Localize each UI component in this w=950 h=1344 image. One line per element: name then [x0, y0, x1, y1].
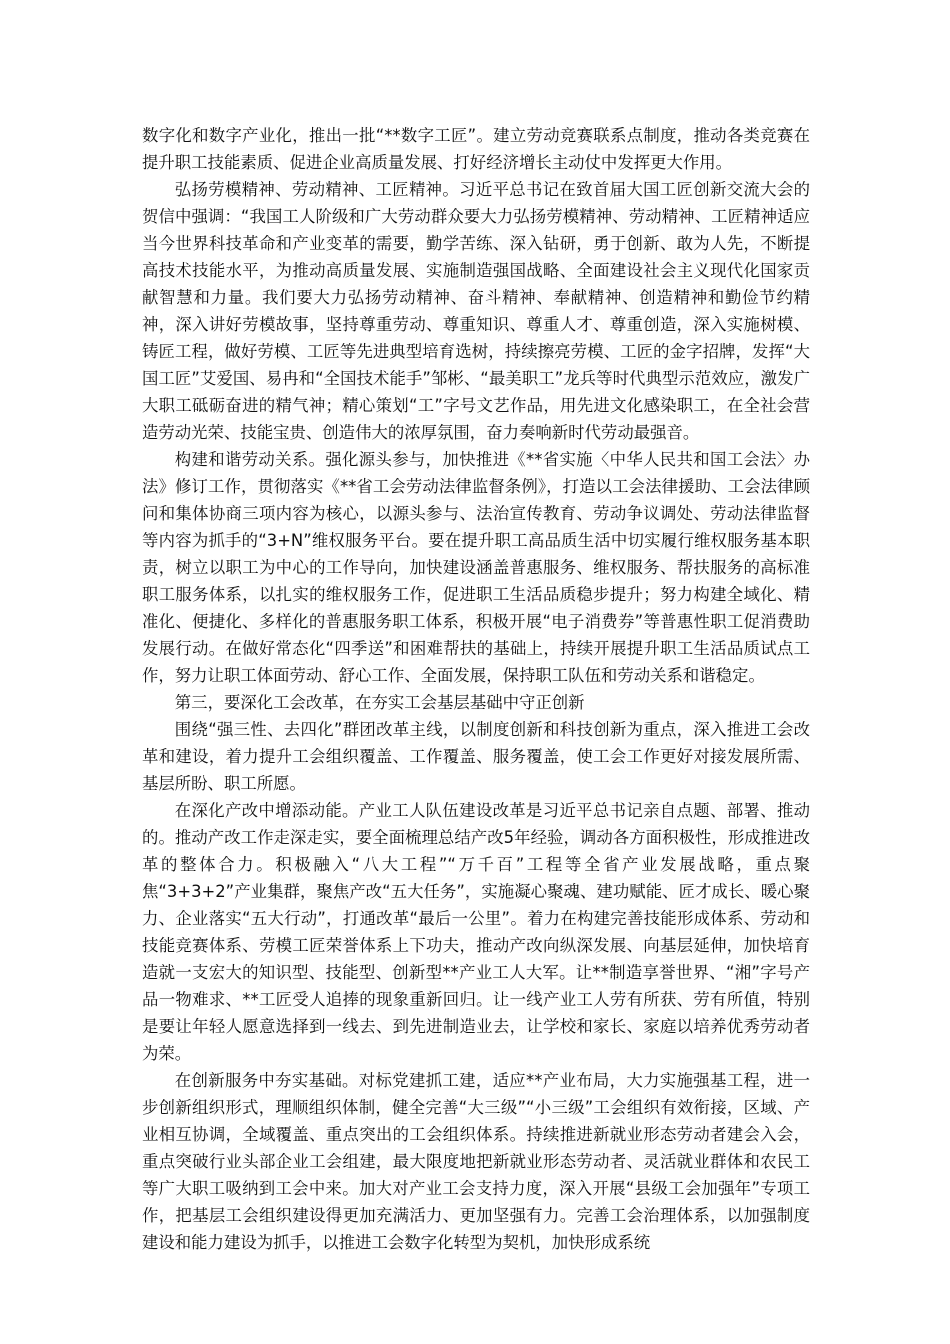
paragraph-continued: 数字化和数字产业化，推出一批“**数字工匠”。建立劳动竞赛联系点制度，推动各类竞赛在提升职工技能素质、促进企业高质量发展、打好经济增长主动仗中发挥更大作用。	[142, 126, 810, 172]
paragraph-harmonious-labor-relations: 构建和谐劳动关系。强化源头参与，加快推进《**省实施〈中华人民共和国工会法〉办法》修订工作，贯彻落实《**省工会劳动法律监督条例》，打造以工会法律援助、工会法律顾问和集体协商三项内容为核心，以源头参与、法治宣传教育、劳动争议调处、劳动法律监督等内容为抓手的“3+N”维权服务平台。要在提升职工高品质生活中切实履行维权服务基本职责，树立以职工为中心的工作导向，加快建设涵盖普惠服务、维权服务、帮扶服务的高标准职工服务体系，以扎实的维权服务工作，促进职工生活品质稳步提升；努力构建全域化、精准化、便捷化、多样化的普惠服务职工体系，积极开展“电子消费券”等普惠性职工促消费助发展行动。在做好常态化“四季送”和困难帮扶的基础上，持续开展提升职工生活品质试点工作，努力让职工体面劳动、舒心工作、全面发展，保持职工队伍和劳动关系和谐稳定。	[142, 450, 810, 685]
section-heading-third: 第三，要深化工会改革，在夯实工会基层基础中守正创新	[174, 693, 585, 712]
paragraph-reform-mainline: 围绕“强三性、去四化”群团改革主线，以制度创新和科技创新为重点，深入推进工会改革和建设，着力提升工会组织覆盖、工作覆盖、服务覆盖，使工会工作更好对接发展所需、基层所盼、职工所愿。	[142, 720, 810, 793]
paragraph-innovative-service: 在创新服务中夯实基础。对标党建抓工建，适应**产业布局，大力实施强基工程，进一步创新组织形式，理顺组织体制，健全完善“大三级”“小三级”工会组织有效衔接，区域、产业相互协调，全域覆盖、重点突出的工会组织体系。持续推进新就业形态劳动者建会入会，重点突破行业头部企业工会组建，最大限度地把新就业形态劳动者、灵活就业群体和农民工等广大职工吸纳到工会中来。加大对产业工会支持力度，深入开展“县级工会加强年”专项工作，把基层工会组织建设得更加充满活力、更加坚强有力。完善工会治理体系，以加强制度建设和能力建设为抓手，以推进工会数字化转型为契机，加快形成系统	[142, 1071, 810, 1252]
document-body	[142, 122, 810, 1256]
paragraph-model-workers-spirit: 弘扬劳模精神、劳动精神、工匠精神。习近平总书记在致首届大国工匠创新交流大会的贺信中强调：“我国工人阶级和广大劳动群众要大力弘扬劳模精神、劳动精神、工匠精神适应当今世界科技革命和产业变革的需要，勤学苦练、深入钻研，勇于创新、敢为人先，不断提高技术技能水平，为推动高质量发展、实施制造强国战略、全面建设社会主义现代化国家贡献智慧和力量。我们要大力弘扬劳动精神、奋斗精神、奉献精神、创造精神和勤俭节约精神，深入讲好劳模故事，坚持尊重劳动、尊重知识、尊重人才、尊重创造，深入实施树模、铸匠工程，做好劳模、工匠等先进典型培育选树，持续擦亮劳模、工匠的金字招牌，发挥“大国工匠”艾爱国、易冉和“全国技术能手”邹彬、“最美职工”龙兵等时代典型示范效应，激发广大职工砥砺奋进的精气神；精心策划“工”字号文艺作品，用先进文化感染职工，在全社会营造劳动光荣、技能宝贵、创造伟大的浓厚氛围，奋力奏响新时代劳动最强音。	[142, 180, 810, 442]
paragraph-industrial-reform: 在深化产改中增添动能。产业工人队伍建设改革是习近平总书记亲自点题、部署、推动的。推动产改工作走深走实，要全面梳理总结产改5年经验，调动各方面积极性，形成推进改革的整体合力。积极融入“八大工程”“万千百”工程等全省产业发展战略，重点聚焦“3+3+2”产业集群，聚焦产改“五大任务”，实施凝心聚魂、建功赋能、匠才成长、暖心聚力、企业落实“五大行动”，打通改革“最后一公里”。着力在构建完善技能形成体系、劳动和技能竞赛体系、劳模工匠荣誉体系上下功夫，推动产改向纵深发展、向基层延伸，加快培育造就一支宏大的知识型、技能型、创新型**产业工人大军。让**制造享誉世界、“湘”字号产品一物难求、**工匠受人追捧的现象重新回归。让一线产业工人劳有所获、劳有所值，特别是要让年轻人愿意选择到一线去、到先进制造业去，让学校和家长、家庭以培养优秀劳动者为荣。	[142, 801, 810, 1063]
